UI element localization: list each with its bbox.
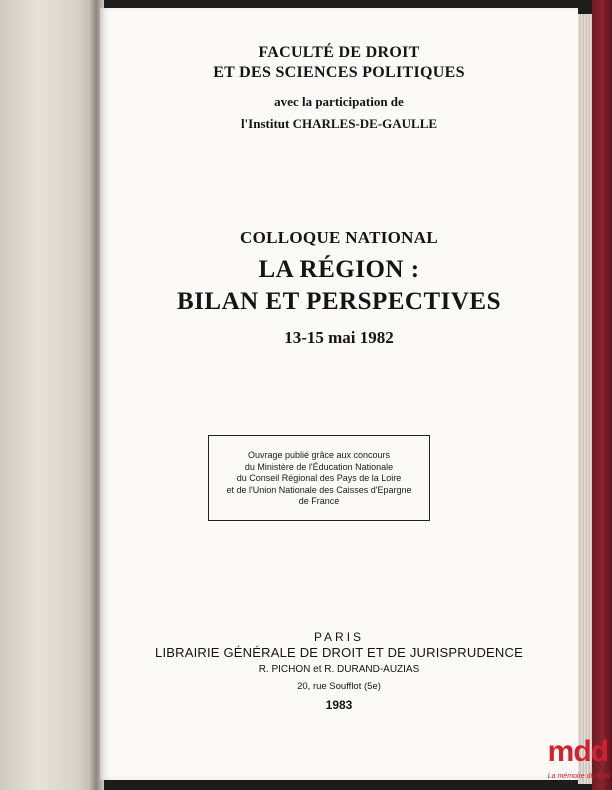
faculty-line-2: ET DES SCIENCES POLITIQUES bbox=[213, 64, 465, 81]
notice-line: du Ministère de l'Éducation Nationale bbox=[244, 461, 394, 472]
participation-text: avec la participation de bbox=[274, 94, 404, 109]
left-page bbox=[0, 0, 96, 790]
logo-tagline: La mémoire du droit bbox=[547, 773, 610, 780]
publisher-address: 20, rue Soufflot (5e) bbox=[297, 681, 381, 692]
funding-notice-box bbox=[208, 435, 430, 521]
colloque-dates: 13-15 mai 1982 bbox=[284, 328, 394, 347]
faculty-line-1: FACULTÉ DE DROIT bbox=[258, 44, 420, 61]
publisher-authors: R. PICHON et R. DURAND-AUZIAS bbox=[258, 664, 420, 675]
institut-name: l'Institut CHARLES-DE-GAULLE bbox=[240, 116, 438, 131]
notice-line: de France bbox=[298, 496, 340, 506]
notice-line: du Conseil Régional des Pays de la Loire bbox=[236, 473, 402, 483]
publisher-name: LIBRAIRIE GÉNÉRALE DE DROIT ET DE JURISPRUDENCE bbox=[155, 645, 523, 660]
mdd-logo bbox=[530, 735, 612, 790]
notice-line: et de l'Union Nationale des Caisses d'Epargne bbox=[226, 484, 412, 495]
title-page-content bbox=[100, 8, 578, 780]
book-title-line-1: LA RÉGION : bbox=[258, 256, 420, 283]
logo-letters: mdd bbox=[547, 735, 608, 768]
publisher-city: PARIS bbox=[313, 630, 365, 644]
publication-year: 1983 bbox=[325, 698, 353, 712]
colloque-label: COLLOQUE NATIONAL bbox=[240, 228, 438, 247]
book-cover-edge bbox=[592, 0, 612, 790]
book-title-line-2: BILAN ET PERSPECTIVES bbox=[176, 288, 502, 315]
notice-line: Ouvrage publié grâce aux concours bbox=[247, 450, 391, 460]
page-edges bbox=[578, 14, 592, 784]
